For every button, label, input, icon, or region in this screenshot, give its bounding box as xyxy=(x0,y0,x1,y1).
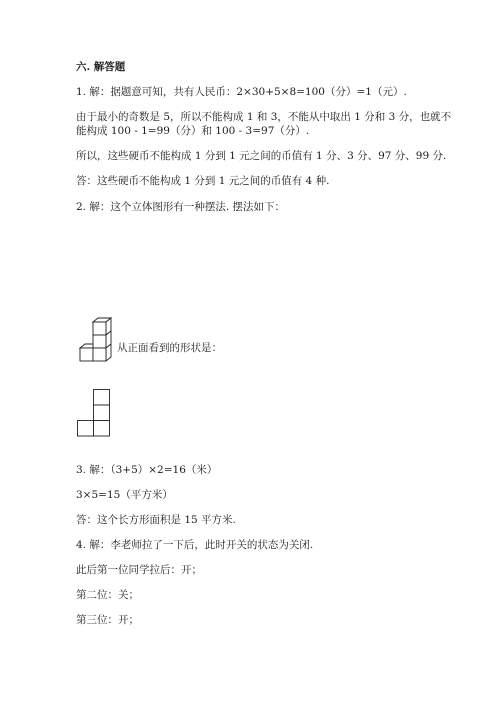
answer-2-line-1: 2. 解：这个立体图形有一种摆法. 摆法如下： xyxy=(76,201,286,213)
front-view-figure xyxy=(77,389,111,437)
answer-3-conclusion: 答：这个长方形面积是 15 平方米. xyxy=(76,514,236,526)
answer-3-line-2: 3×5=15（平方米） xyxy=(76,489,173,501)
answer-4-line-2: 此后第一位同学拉后：开； xyxy=(76,564,202,576)
answer-1-line-3: 能构成 100 - 1=99（分）和 100 - 3=97（分）. xyxy=(76,125,310,137)
answer-1-conclusion: 答：这些硬币不能构成 1 分到 1 元之间的币值有 4 种. xyxy=(76,175,330,187)
answer-4-line-3: 第二位：关； xyxy=(76,589,139,601)
answer-1-line-4: 所以，这些硬币不能构成 1 分到 1 元之间的币值有 1 分、3 分、97 分、99 分. xyxy=(76,150,447,162)
answer-4-line-4: 第三位：开； xyxy=(76,614,139,626)
section-title: 六. 解答题 xyxy=(76,61,126,73)
cube-stack-figure xyxy=(76,318,116,362)
answer-1-line-2: 由于最小的奇数是 5，所以不能构成 1 和 3，不能从中取出 1 分和 3 分，也就不 xyxy=(76,111,452,123)
front-view-label: 从正面看到的形状是： xyxy=(117,342,222,354)
answer-4-line-1: 4. 解：李老师拉了一下后，此时开关的状态为关闭. xyxy=(76,539,314,551)
answer-3-line-1: 3. 解：（3+5）×2=16（米） xyxy=(76,464,218,476)
answer-1-line-1: 1. 解：据题意可知，共有人民币：2×30+5×8=100（分）=1（元）. xyxy=(76,86,407,98)
